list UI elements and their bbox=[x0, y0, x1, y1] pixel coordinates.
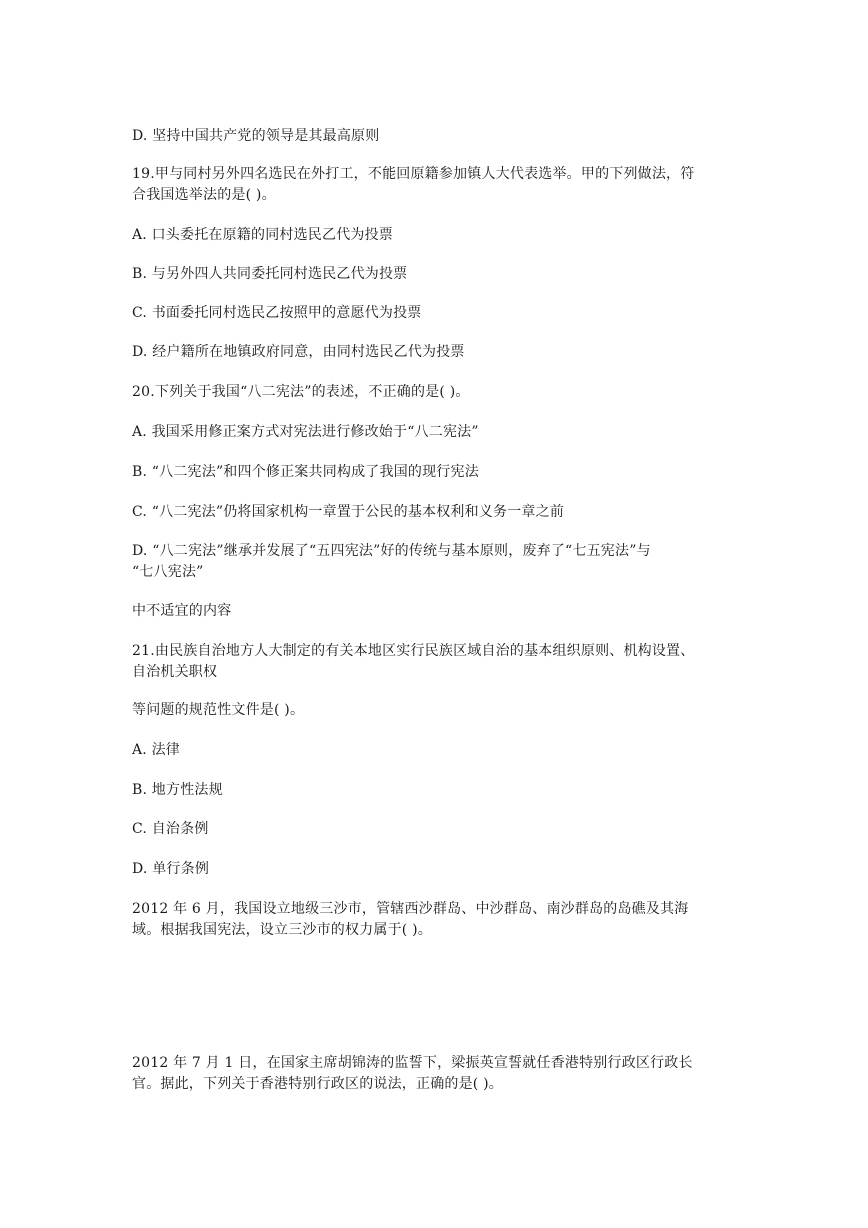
q21-option-c: C. 自治条例 bbox=[132, 821, 209, 837]
q19-stem-line-2: 合我国选举法的是( )。 bbox=[132, 187, 276, 203]
q19-option-d: D. 经户籍所在地镇政府同意，由同村选民乙代为投票 bbox=[132, 344, 465, 360]
q19-stem-line-1: 19.甲与同村另外四名选民在外打工，不能回原籍参加镇人大代表选举。甲的下列做法，符 bbox=[132, 166, 695, 182]
q23-stem-line-1: 2012 年 7 月 1 日，在国家主席胡锦涛的监誓下，梁振英宣誓就任香港特别行政区行政长 bbox=[132, 1055, 693, 1071]
q21-stem-line-2: 自治机关职权 bbox=[132, 664, 218, 680]
q21-stem-line-1: 21.由民族自治地方人大制定的有关本地区实行民族区域自治的基本组织原则、机构设置、 bbox=[132, 643, 695, 659]
q22-stem-line-2: 域。根据我国宪法，设立三沙市的权力属于( )。 bbox=[132, 922, 432, 938]
q19-option-c: C. 书面委托同村选民乙按照甲的意愿代为投票 bbox=[132, 305, 422, 321]
q21-stem-line-3: 等问题的规范性文件是( )。 bbox=[132, 702, 305, 718]
q20-option-d-line-1: D. “八二宪法”继承并发展了“五四宪法”好的传统与基本原则，废弃了“七五宪法”与 bbox=[132, 543, 651, 559]
q21-option-a: A. 法律 bbox=[132, 742, 181, 758]
q20-option-a: A. 我国采用修正案方式对宪法进行修改始于“八二宪法” bbox=[132, 424, 479, 440]
q20-option-b: B. “八二宪法”和四个修正案共同构成了我国的现行宪法 bbox=[132, 464, 479, 480]
q22-stem-line-1: 2012 年 6 月，我国设立地级三沙市，管辖西沙群岛、中沙群岛、南沙群岛的岛礁及其海 bbox=[132, 901, 689, 917]
q18-option-d: D. 坚持中国共产党的领导是其最高原则 bbox=[132, 128, 380, 144]
q21-option-b: B. 地方性法规 bbox=[132, 782, 223, 798]
q19-option-b: B. 与另外四人共同委托同村选民乙代为投票 bbox=[132, 266, 408, 282]
q20-option-d-line-2: “七八宪法” bbox=[132, 564, 204, 580]
q20-option-c: C. “八二宪法”仍将国家机构一章置于公民的基本权利和义务一章之前 bbox=[132, 504, 565, 520]
q21-option-d: D. 单行条例 bbox=[132, 861, 210, 877]
q23-stem-line-2: 官。据此，下列关于香港特别行政区的说法，正确的是( )。 bbox=[132, 1076, 503, 1092]
q19-option-a: A. 口头委托在原籍的同村选民乙代为投票 bbox=[132, 227, 394, 243]
q20-option-d-line-3: 中不适宜的内容 bbox=[132, 603, 232, 619]
q20-stem: 20.下列关于我国“八二宪法”的表述，不正确的是( )。 bbox=[132, 384, 470, 400]
